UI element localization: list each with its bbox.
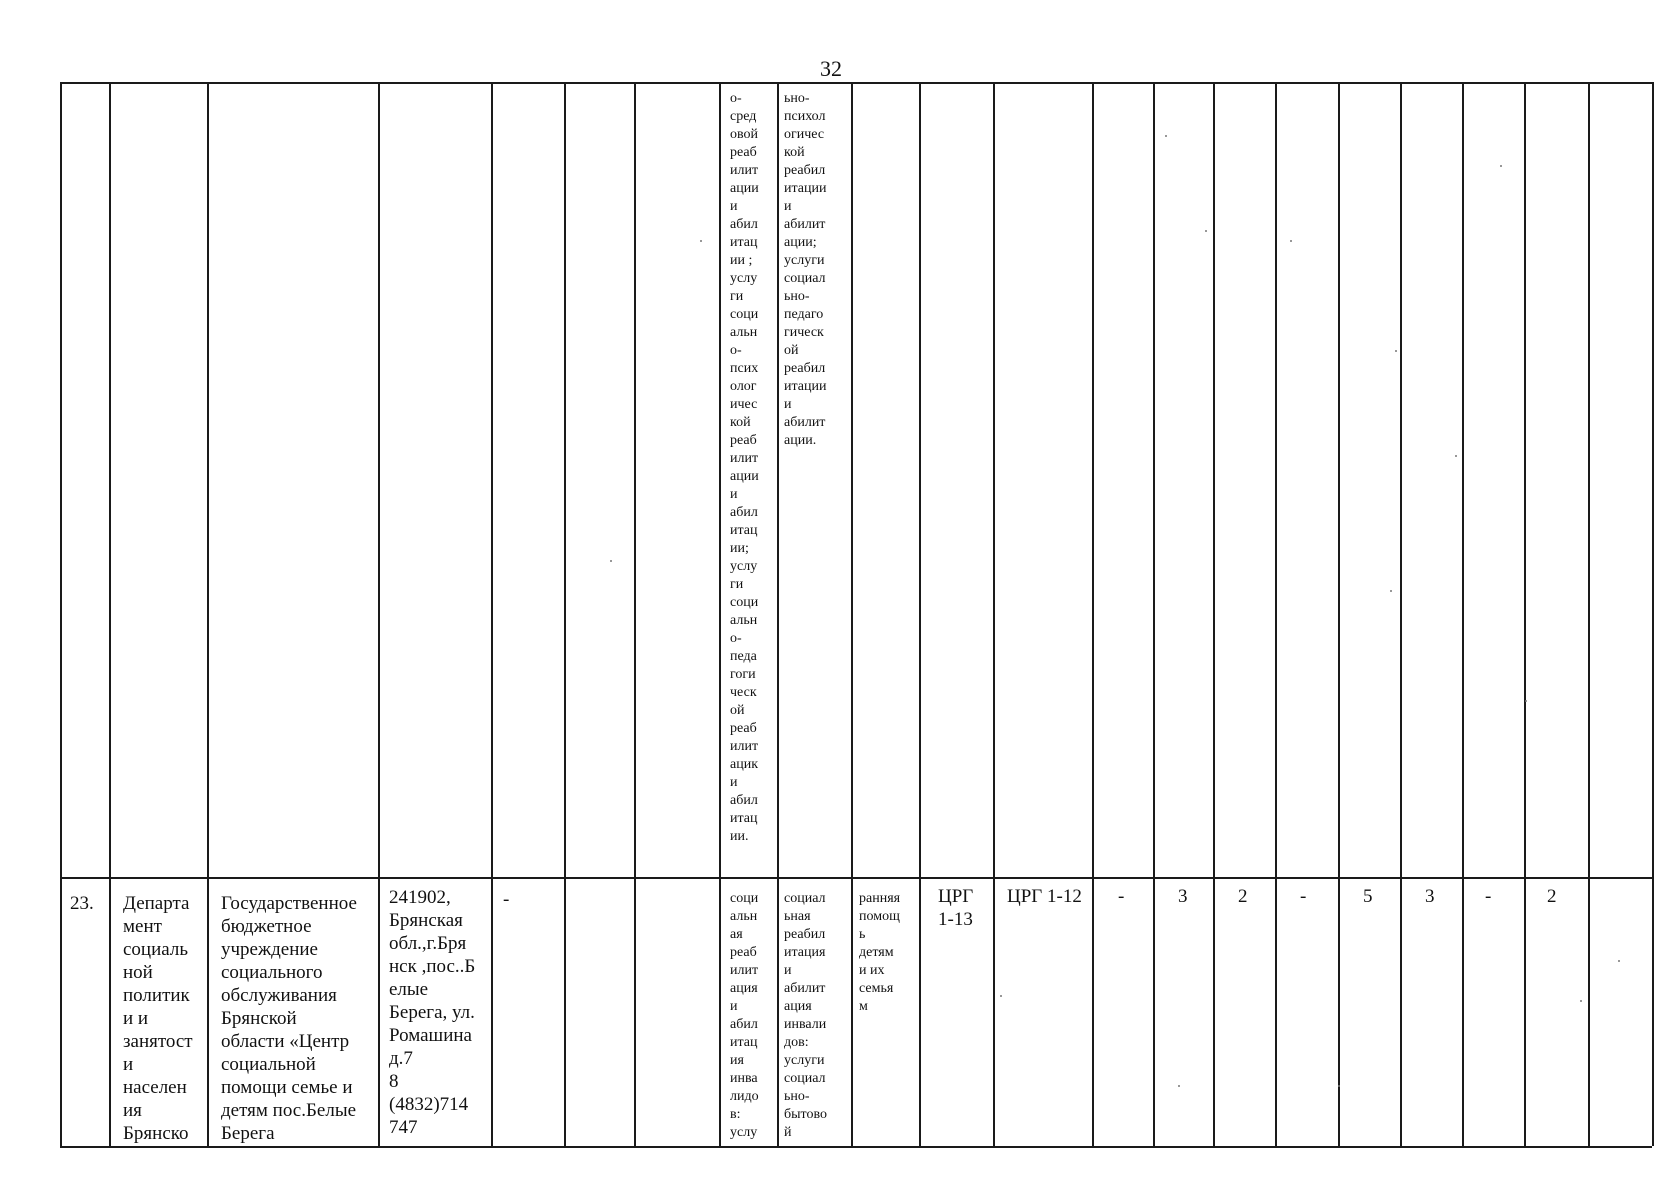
column-divider bbox=[1400, 82, 1402, 1146]
scan-speck bbox=[1618, 960, 1620, 962]
crg-1-12-cell: ЦРГ 1-12 bbox=[1007, 886, 1082, 907]
column-divider bbox=[777, 82, 779, 1146]
col15-value: 2 bbox=[1238, 886, 1248, 907]
scan-speck bbox=[1390, 590, 1392, 592]
col14-value: 3 bbox=[1178, 886, 1188, 907]
department-cell: Департа мент социаль ной политик и и занятост и населен ия Брянско bbox=[123, 893, 193, 1144]
scan-speck bbox=[1178, 1085, 1180, 1087]
row-divider bbox=[60, 877, 1652, 879]
column-divider bbox=[719, 82, 721, 1146]
column-divider bbox=[207, 82, 209, 1146]
column-divider bbox=[1588, 82, 1590, 1146]
scan-speck bbox=[1395, 350, 1397, 352]
column-divider bbox=[1524, 82, 1526, 1146]
scan-speck bbox=[1165, 135, 1167, 137]
continuation-col8-text: о- сред овой реаб илит ации и абил итац ии ; услу ги соци альн о- псих олог ичес кой реаб илит ации и абил итац ии; услу ги соци альн о- педа гоги ческ ой реаб илит ацик и абил итац ии. bbox=[730, 91, 759, 844]
crg-1-13-cell: ЦРГ 1-13 bbox=[938, 886, 974, 930]
column-divider bbox=[851, 82, 853, 1146]
social-rehabilitation-cell: социал ьная реабил итация и абилит ация инвали дов: услуги социал ьно- бытово й bbox=[784, 891, 827, 1140]
column-divider bbox=[1462, 82, 1464, 1146]
col13-dash: - bbox=[1118, 886, 1125, 907]
scan-speck bbox=[1500, 165, 1502, 167]
column-divider bbox=[1652, 82, 1654, 1146]
table-top-border bbox=[60, 82, 1652, 84]
scan-speck bbox=[610, 560, 612, 562]
column-divider bbox=[109, 82, 111, 1146]
page-number: 32 bbox=[820, 56, 842, 81]
col17-value: 5 bbox=[1363, 886, 1373, 907]
scan-speck bbox=[1290, 240, 1292, 242]
rehabilitation-cell: соци альн ая реаб илит ация и абил итац ия инва лидо в: услу bbox=[730, 891, 759, 1140]
scan-speck bbox=[700, 240, 702, 242]
column-divider bbox=[1153, 82, 1155, 1146]
early-help-cell: ранняя помощ ь детям и их семья м bbox=[859, 891, 901, 1014]
column-divider bbox=[1338, 82, 1340, 1146]
col16-dash: - bbox=[1300, 886, 1307, 907]
col20-value: 2 bbox=[1547, 886, 1557, 907]
column-divider bbox=[1275, 82, 1277, 1146]
column-divider bbox=[491, 82, 493, 1146]
institution-cell: Государственное бюджетное учреждение социального обслуживания Брянской области «Центр социальной помощи семье и детям пос.Белые Берега bbox=[221, 893, 357, 1144]
column-divider bbox=[1092, 82, 1094, 1146]
col18-value: 3 bbox=[1425, 886, 1435, 907]
scan-speck bbox=[1525, 700, 1527, 702]
scan-speck bbox=[1338, 1085, 1340, 1087]
address-cell: 241902, Брянская обл.,г.Бря нск ,пос..Б елые Берега, ул. Ромашина д.7 8 (4832)714 747 bbox=[389, 887, 476, 1138]
column-divider bbox=[60, 82, 62, 1146]
scan-speck bbox=[1205, 230, 1207, 232]
scan-speck bbox=[1000, 995, 1002, 997]
column-divider bbox=[564, 82, 566, 1146]
column-divider bbox=[1213, 82, 1215, 1146]
row-number: 23. bbox=[70, 893, 94, 914]
column-divider bbox=[919, 82, 921, 1146]
col19-dash: - bbox=[1485, 886, 1492, 907]
continuation-col9-text: ьно- психол огичес кой реабил итации и абилит ации; услуги социал ьно- педаго гическ ой реабил итации и абилит ации. bbox=[784, 91, 827, 448]
scan-speck bbox=[1455, 455, 1457, 457]
column-divider bbox=[634, 82, 636, 1146]
column-divider bbox=[378, 82, 380, 1146]
table-bottom-border bbox=[60, 1146, 1652, 1148]
dash-cell: - bbox=[503, 889, 510, 910]
scan-speck bbox=[1580, 1000, 1582, 1002]
column-divider bbox=[993, 82, 995, 1146]
